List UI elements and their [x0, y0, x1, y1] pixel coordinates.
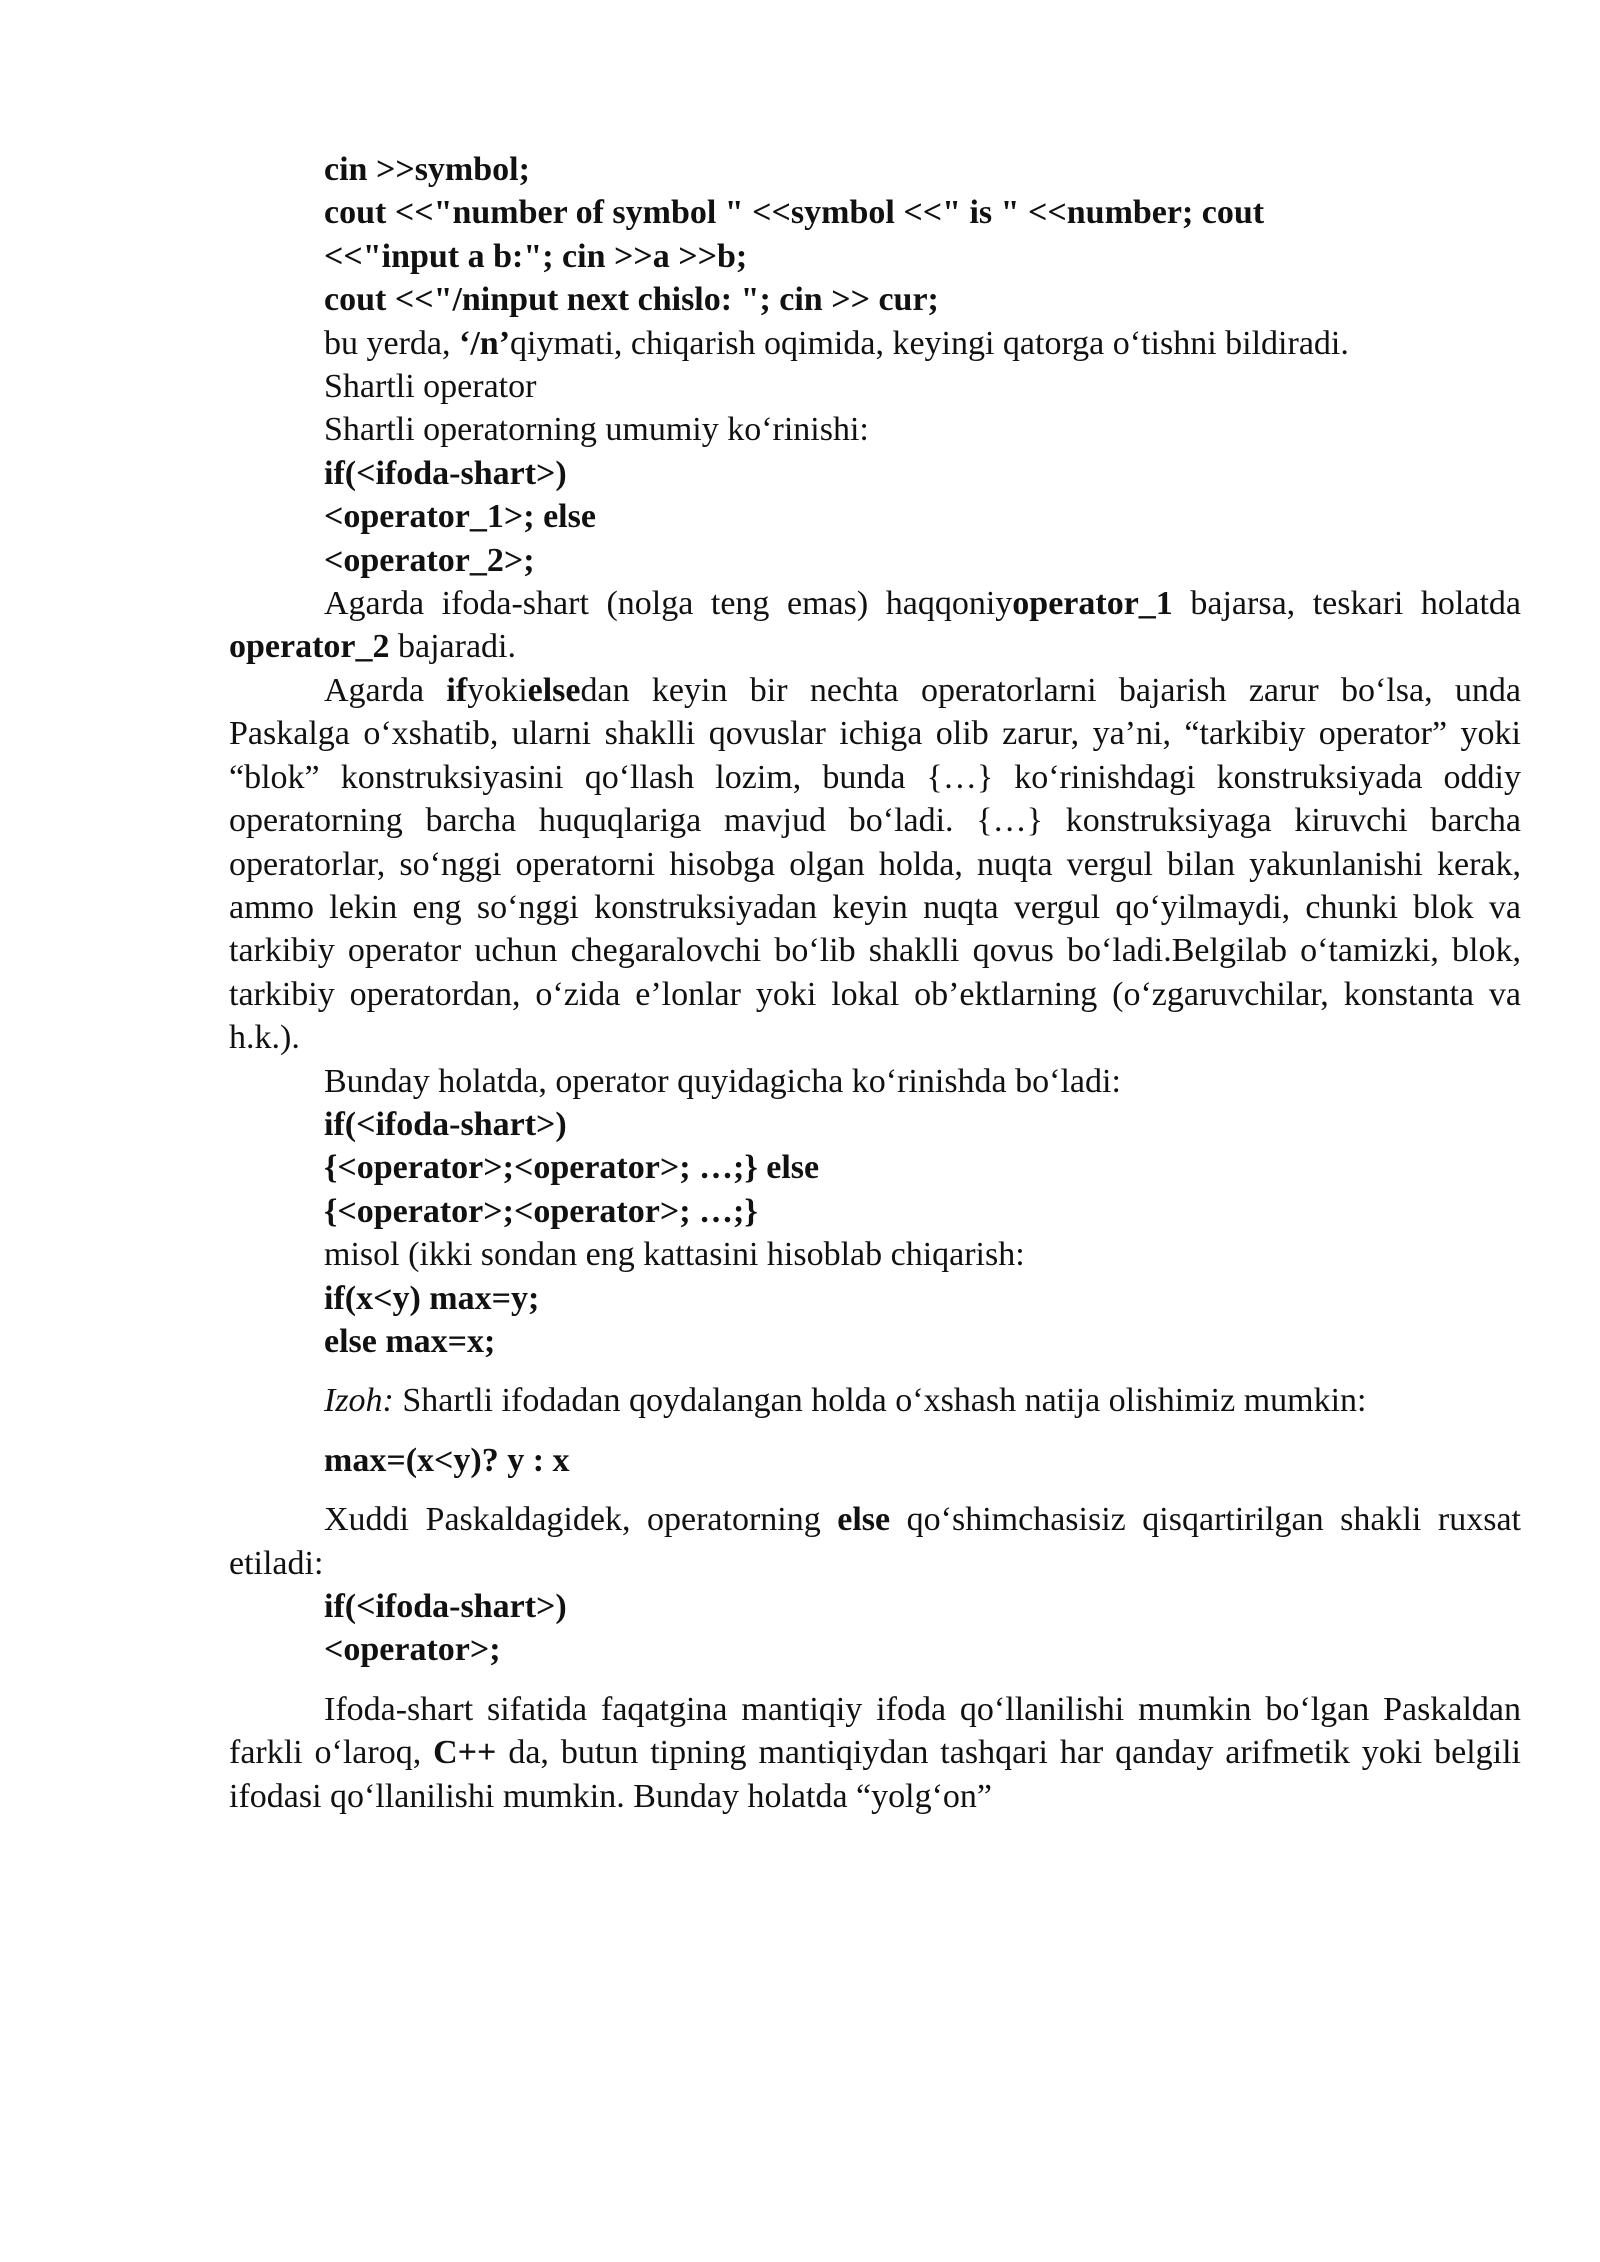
general-form-text: Shartli operatorning umumiy ko‘rinishi: [324, 411, 869, 449]
code-line: cin >>symbol; [324, 151, 530, 188]
ternary-expression: max=(x<y)? y : x [324, 1441, 570, 1479]
newline-explanation: bu yerda, ‘/n’qiymati, chiqarish oqimida, keyingi qatorga o‘tishni bildiradi. [324, 324, 1349, 362]
bunday-text: Bunday holatda, operator quyidagicha ko‘rinishda bo‘ladi: [324, 1062, 1121, 1100]
example-text: misol (ikki sondan eng kattasini hisoblab chiqarish: [324, 1236, 1025, 1274]
code-line: <operator_1>; else [324, 498, 596, 536]
code-line: <operator_2>; [324, 541, 535, 579]
code-line: if(<ifoda-shart>) [324, 1105, 567, 1143]
code-line: <<"input a b:"; cin >>a >>b; [324, 237, 748, 275]
paragraph-cpp-condition: Ifoda-shart sifatida faqatgina mantiqiy ifoda qo‘llanilishi mumkin bo‘lgan Paskaldan farkli o‘laroq, C++ da, butun tipning mantiqiydan tashqari har qanday arifmetik yoki belgili ifodasi qo‘llanilishi mumkin. Bunday holatda “yolg‘on” [229, 1690, 1521, 1815]
paragraph-short-form: Xuddi Paskaldagidek, operatorning else qo‘shimchasisiz qisqartirilgan shakli ruxsat etiladi: [229, 1501, 1521, 1582]
note-text: Izoh: Shartli ifodadan qoydalangan holda o‘xshash natija olishimiz mumkin: [324, 1382, 1367, 1420]
code-line: {<operator>;<operator>; …;} else [324, 1149, 820, 1187]
code-line: if(<ifoda-shart>) [324, 454, 567, 492]
code-line: <operator>; [324, 1631, 501, 1669]
code-line: if(<ifoda-shart>) [324, 1588, 567, 1625]
document-page [229, 148, 1521, 1818]
paragraph-condition-true: Agarda ifoda-shart (nolga teng emas) haqqoniyoperator_1 bajarsa, teskari holatda operator_2 bajaradi. [229, 585, 1521, 666]
section-heading: Shartli operator [324, 368, 537, 406]
code-line: {<operator>;<operator>; …;} [324, 1192, 758, 1230]
code-line: cout <<"number of symbol " <<symbol <<" is " <<number; cout [324, 194, 1265, 232]
code-line: else max=x; [324, 1322, 496, 1360]
paragraph-block-statement: Agarda ifyokielsedan keyin bir nechta operatorlarni bajarish zarur bo‘lsa, unda Paskalga o‘xshatib, ularni shaklli qovuslar ichiga olib zarur, ya’ni, “tarkibiy operator” yoki “blok” konstruksiyasini qo‘llash lozim, bunda {…} ko‘rinishdagi konstruksiyada oddiy operatorning barcha huquqlariga mavjud bo‘ladi. {…} konstruksiyaga kiruvchi barcha operatorlar, so‘nggi operatorni hisobga olgan holda, nuqta vergul bilan yakunlanishi kerak, ammo lekin eng so‘nggi konstruksiyadan keyin nuqta vergul qo‘yilmaydi, chunki blok va tarkibiy operator uchun chegaralovchi bo‘lib shaklli qovus bo‘ladi.Belgilab o‘tamizki, blok, tarkibiy operatordan, o‘zida e’lonlar yoki lokal ob’ektlarning (o‘zgaruvchilar, konstanta va h.k.). [229, 671, 1521, 1057]
code-line: cout <<"/ninput next chislo: "; cin >> cur; [324, 281, 939, 319]
code-line: if(x<y) max=y; [324, 1279, 540, 1317]
